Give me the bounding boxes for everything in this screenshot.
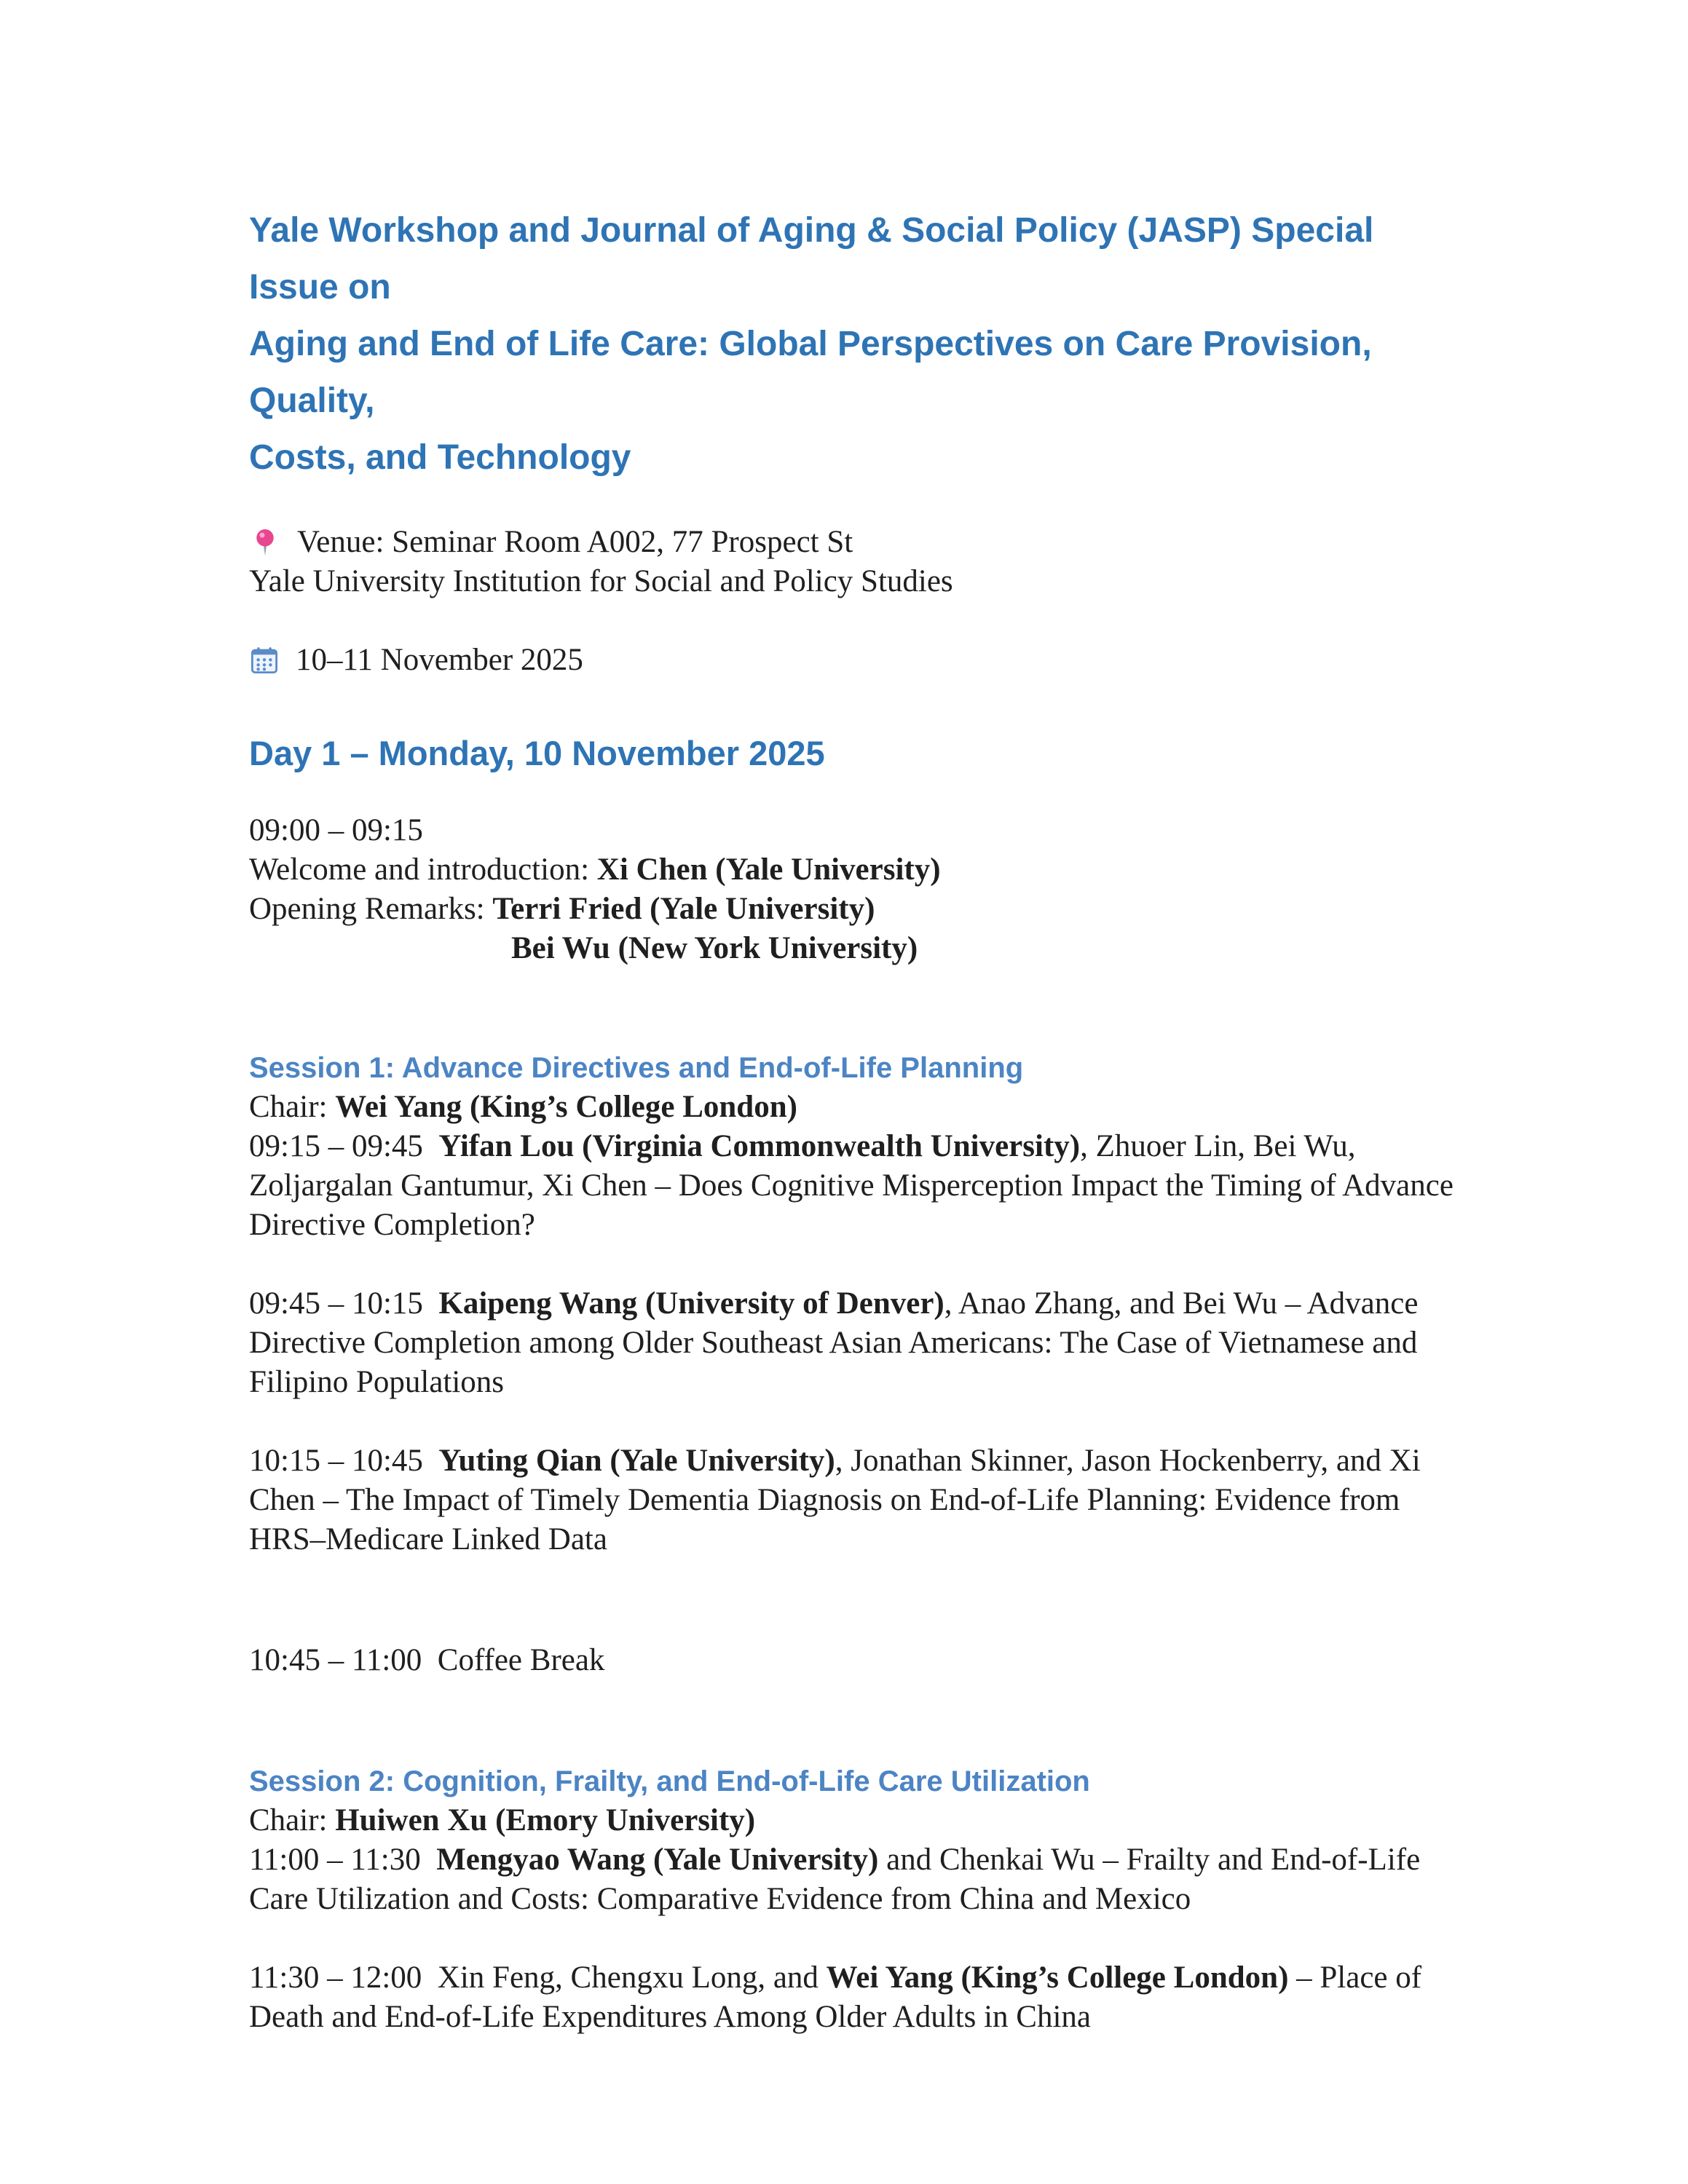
talk-item xyxy=(249,1127,1472,1245)
venue-line xyxy=(249,523,1472,562)
venue-text: Venue: Seminar Room A002, 77 Prospect St xyxy=(297,525,853,559)
text-run: Xi Chen (Yale University) xyxy=(596,852,941,887)
text-run: 11:30 – 12:00 Xin Feng, Chengxu Long, and xyxy=(249,1961,827,1995)
text-run: 10:15 – 10:45 xyxy=(249,1444,439,1478)
text-run: Mengyao Wang (Yale University) xyxy=(436,1843,879,1877)
opening-remarks-line-2 xyxy=(249,929,1472,968)
day-1-heading: Day 1 – Monday, 10 November 2025 xyxy=(249,734,825,772)
session-1-heading: Session 1: Advance Directives and End-of-Life Planning xyxy=(249,1052,1024,1084)
text-run: Wei Yang (King’s College London) xyxy=(335,1090,797,1124)
intro-block xyxy=(249,811,1472,968)
title-line-3: Costs, and Technology xyxy=(249,438,631,477)
pin-icon xyxy=(249,526,281,558)
text-run: , Anao Zhang, and Bei Wu – Advance Directive Completion among Older Southeast Asian Americans: The Case of Vietnamese and Filipino Populations xyxy=(249,1286,1427,1399)
text-run: Opening Remarks: xyxy=(249,892,493,926)
text-run: 09:45 – 10:15 xyxy=(249,1286,439,1321)
text-run: 11:00 – 11:30 xyxy=(249,1843,437,1877)
title-line-1: Yale Workshop and Journal of Aging & Social Policy (JASP) Special Issue on xyxy=(249,211,1374,306)
text-run: Bei Wu (New York University) xyxy=(511,931,918,965)
talk-item xyxy=(249,1284,1472,1402)
session-1 xyxy=(249,1048,1472,1559)
opening-remarks-line xyxy=(249,890,1472,929)
text-run: 09:15 – 09:45 xyxy=(249,1129,439,1163)
text-run: Yifan Lou (Virginia Commonwealth University) xyxy=(438,1129,1081,1163)
session-2-chair xyxy=(249,1801,1472,1840)
text-run: Wei Yang (King’s College London) xyxy=(826,1961,1289,1995)
title-line-2: Aging and End of Life Care: Global Perspectives on Care Provision, Quality, xyxy=(249,325,1372,420)
text-run: Kaipeng Wang (University of Denver) xyxy=(438,1286,944,1321)
text-run: , Zhuoer Lin, Bei Wu, Zoljargalan Gantumur, Xi Chen – Does Cognitive Misperception Impact the Timing of Advance Directive Completion? xyxy=(249,1129,1462,1242)
date-line xyxy=(249,641,1472,680)
text-run: Chair: xyxy=(249,1090,336,1124)
calendar-icon xyxy=(249,645,280,676)
coffee-break: 10:45 – 11:00 Coffee Break xyxy=(249,1643,605,1677)
text-run: and Chenkai Wu – Frailty and End-of-Life Care Utilization and Costs: Comparative Evidence from China and Mexico xyxy=(249,1843,1428,1916)
text-run: Chair: xyxy=(249,1803,336,1837)
session-2 xyxy=(249,1762,1472,2037)
welcome-line xyxy=(249,850,1472,890)
text-run: Terri Fried (Yale University) xyxy=(492,892,875,926)
session-1-chair xyxy=(249,1088,1472,1127)
intro-time: 09:00 – 09:15 xyxy=(249,813,423,847)
document-title xyxy=(249,202,1472,486)
text-run: – Place of Death and End-of-Life Expenditures Among Older Adults in China xyxy=(249,1961,1429,2034)
text-run: , Jonathan Skinner, Jason Hockenberry, and Xi Chen – The Impact of Timely Dementia Diagnosis on End-of-Life Planning: Evidence from HRS–Medicare Linked Data xyxy=(249,1444,1429,1556)
text-run: Welcome and introduction: xyxy=(249,852,597,887)
venue-institution: Yale University Institution for Social and Policy Studies xyxy=(249,564,953,598)
talk-item xyxy=(249,1958,1472,2037)
session-2-heading: Session 2: Cognition, Frailty, and End-of-Life Care Utilization xyxy=(249,1765,1090,1797)
talk-item xyxy=(249,1840,1472,1919)
text-run: Huiwen Xu (Emory University) xyxy=(335,1803,756,1837)
date-text: 10–11 November 2025 xyxy=(296,643,583,677)
talk-item xyxy=(249,1441,1472,1559)
text-run: Yuting Qian (Yale University) xyxy=(438,1444,835,1478)
